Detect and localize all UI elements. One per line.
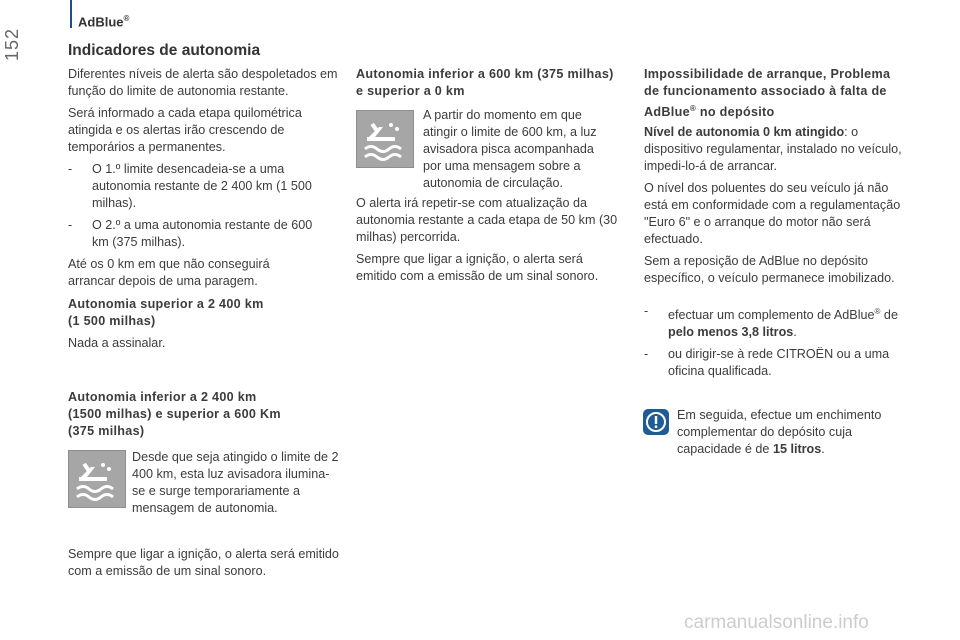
paragraph — [644, 124, 912, 175]
emphasis: pelo menos 3,8 litros — [668, 325, 794, 340]
note-text-part: . — [821, 442, 825, 456]
column-3-body — [644, 124, 912, 287]
subheading: (1 500 milhas) — [68, 314, 156, 328]
list-dash: - — [68, 218, 73, 232]
list-item-sup: ® — [874, 307, 881, 316]
list-item — [644, 303, 912, 341]
subheading: e superior a 0 km — [356, 84, 465, 98]
column-2-body — [356, 195, 626, 285]
subheading: Impossibilidade de arranque, Problema — [644, 67, 891, 81]
list-item-text: efectuar um complemento de AdBlue — [668, 308, 875, 323]
list-item-text: ou dirigir-se à rede CITROËN ou a uma oficina qualificada. — [668, 347, 890, 379]
column-1 — [68, 66, 343, 290]
paragraph: Será informado a cada etapa quilométrica atingida e os alertas irão crescendo de temporários a permanentes. — [68, 106, 302, 154]
list-item-text: O 2.º a uma autonomia restante de 600 km (375 milhas). — [92, 218, 313, 249]
list-dash: - — [68, 162, 73, 176]
heading-block — [356, 66, 631, 100]
emphasis: Nível de autonomia 0 km atingido — [644, 125, 845, 139]
list-item — [68, 217, 322, 251]
subheading-part: no depósito — [696, 105, 775, 120]
heading-block — [68, 296, 343, 352]
list-item — [644, 346, 912, 380]
paragraph: Sempre que ligar a ignição, o alerta será emitido com a emissão de um sinal sonoro. — [68, 547, 339, 578]
section-name: AdBlue — [78, 14, 124, 30]
heading-block — [68, 389, 343, 440]
watermark: carmanualsonline.info — [684, 612, 869, 633]
heading-block — [644, 66, 914, 121]
paragraph: O alerta irá repetir-se com atualização da autonomia restante a cada etapa de 50 km (30 milhas) percorrida. — [356, 196, 618, 244]
paragraph: Nada a assinalar. — [68, 336, 166, 350]
page-number: 152 — [2, 28, 22, 62]
paragraph-text: : o dispositivo regulamentar, instalado no veículo, impedi-lo-á de arrancar. — [644, 125, 902, 173]
list-item-text: de — [880, 308, 898, 323]
subheading: Autonomia superior a 2 400 km — [68, 297, 264, 311]
subheading: Autonomia inferior a 2 400 km — [68, 390, 257, 404]
adblue-warning-icon — [68, 450, 126, 508]
list-dash: - — [644, 347, 649, 362]
note-text-part: Em seguida, efectue um enchimento complementar do depósito cuja capacidade é de — [677, 408, 882, 456]
header-accent-bar — [70, 0, 72, 28]
section-sup: ® — [123, 14, 130, 23]
subheading: de funcionamento associado à falta de — [644, 84, 887, 98]
subheading: (375 milhas) — [68, 424, 145, 438]
icon-description: Desde que seja atingido o limite de 2 400 km, esta luz avisadora ilumina-se e surge temporariamente a mensagem de autonomia. — [132, 450, 339, 515]
emphasis: 15 litros — [772, 442, 822, 456]
icon-description — [356, 107, 618, 192]
icon-description-text: A partir do momento em que atingir o limite de 600 km, a luz avisadora pisca acompanhada por uma mensagem sobre a autonomia de circulação. — [423, 108, 597, 190]
subheading-part: AdBlue — [644, 105, 690, 120]
list-item-text: . — [793, 325, 797, 340]
exclamation-icon — [643, 409, 669, 435]
paragraph: Diferentes níveis de alerta são despoletados em função do limite de autonomia restante. — [68, 67, 338, 98]
note-text — [677, 407, 907, 458]
subheading: Autonomia inferior a 600 km (375 milhas) — [356, 67, 614, 81]
subheading: (1500 milhas) e superior a 600 Km — [68, 407, 281, 421]
section-label — [78, 14, 129, 29]
list-item-text: O 1.º limite desencadeia-se a uma autonomia restante de 2 400 km (1 500 milhas). — [92, 162, 312, 210]
list-dash: - — [644, 304, 649, 318]
paragraph: Até os 0 km em que não conseguirá arrancar depois de uma paragem. — [68, 257, 270, 288]
action-list — [644, 303, 912, 380]
subheading — [644, 100, 914, 121]
list-item — [68, 161, 322, 212]
paragraph: Sem a reposição de AdBlue no depósito específico, o veículo permanece imobilizado. — [644, 254, 895, 285]
paragraph: O nível dos poluentes do seu veículo já não está em conformidade com a regulamentação "Euro 6" e o arranque do motor não será efectuado. — [644, 181, 901, 246]
page-title: Indicadores de autonomia — [68, 42, 261, 59]
subheading-sup: ® — [689, 104, 697, 113]
paragraph: Sempre que ligar a ignição, o alerta será emitido com a emissão de um sinal sonoro. — [356, 252, 599, 283]
